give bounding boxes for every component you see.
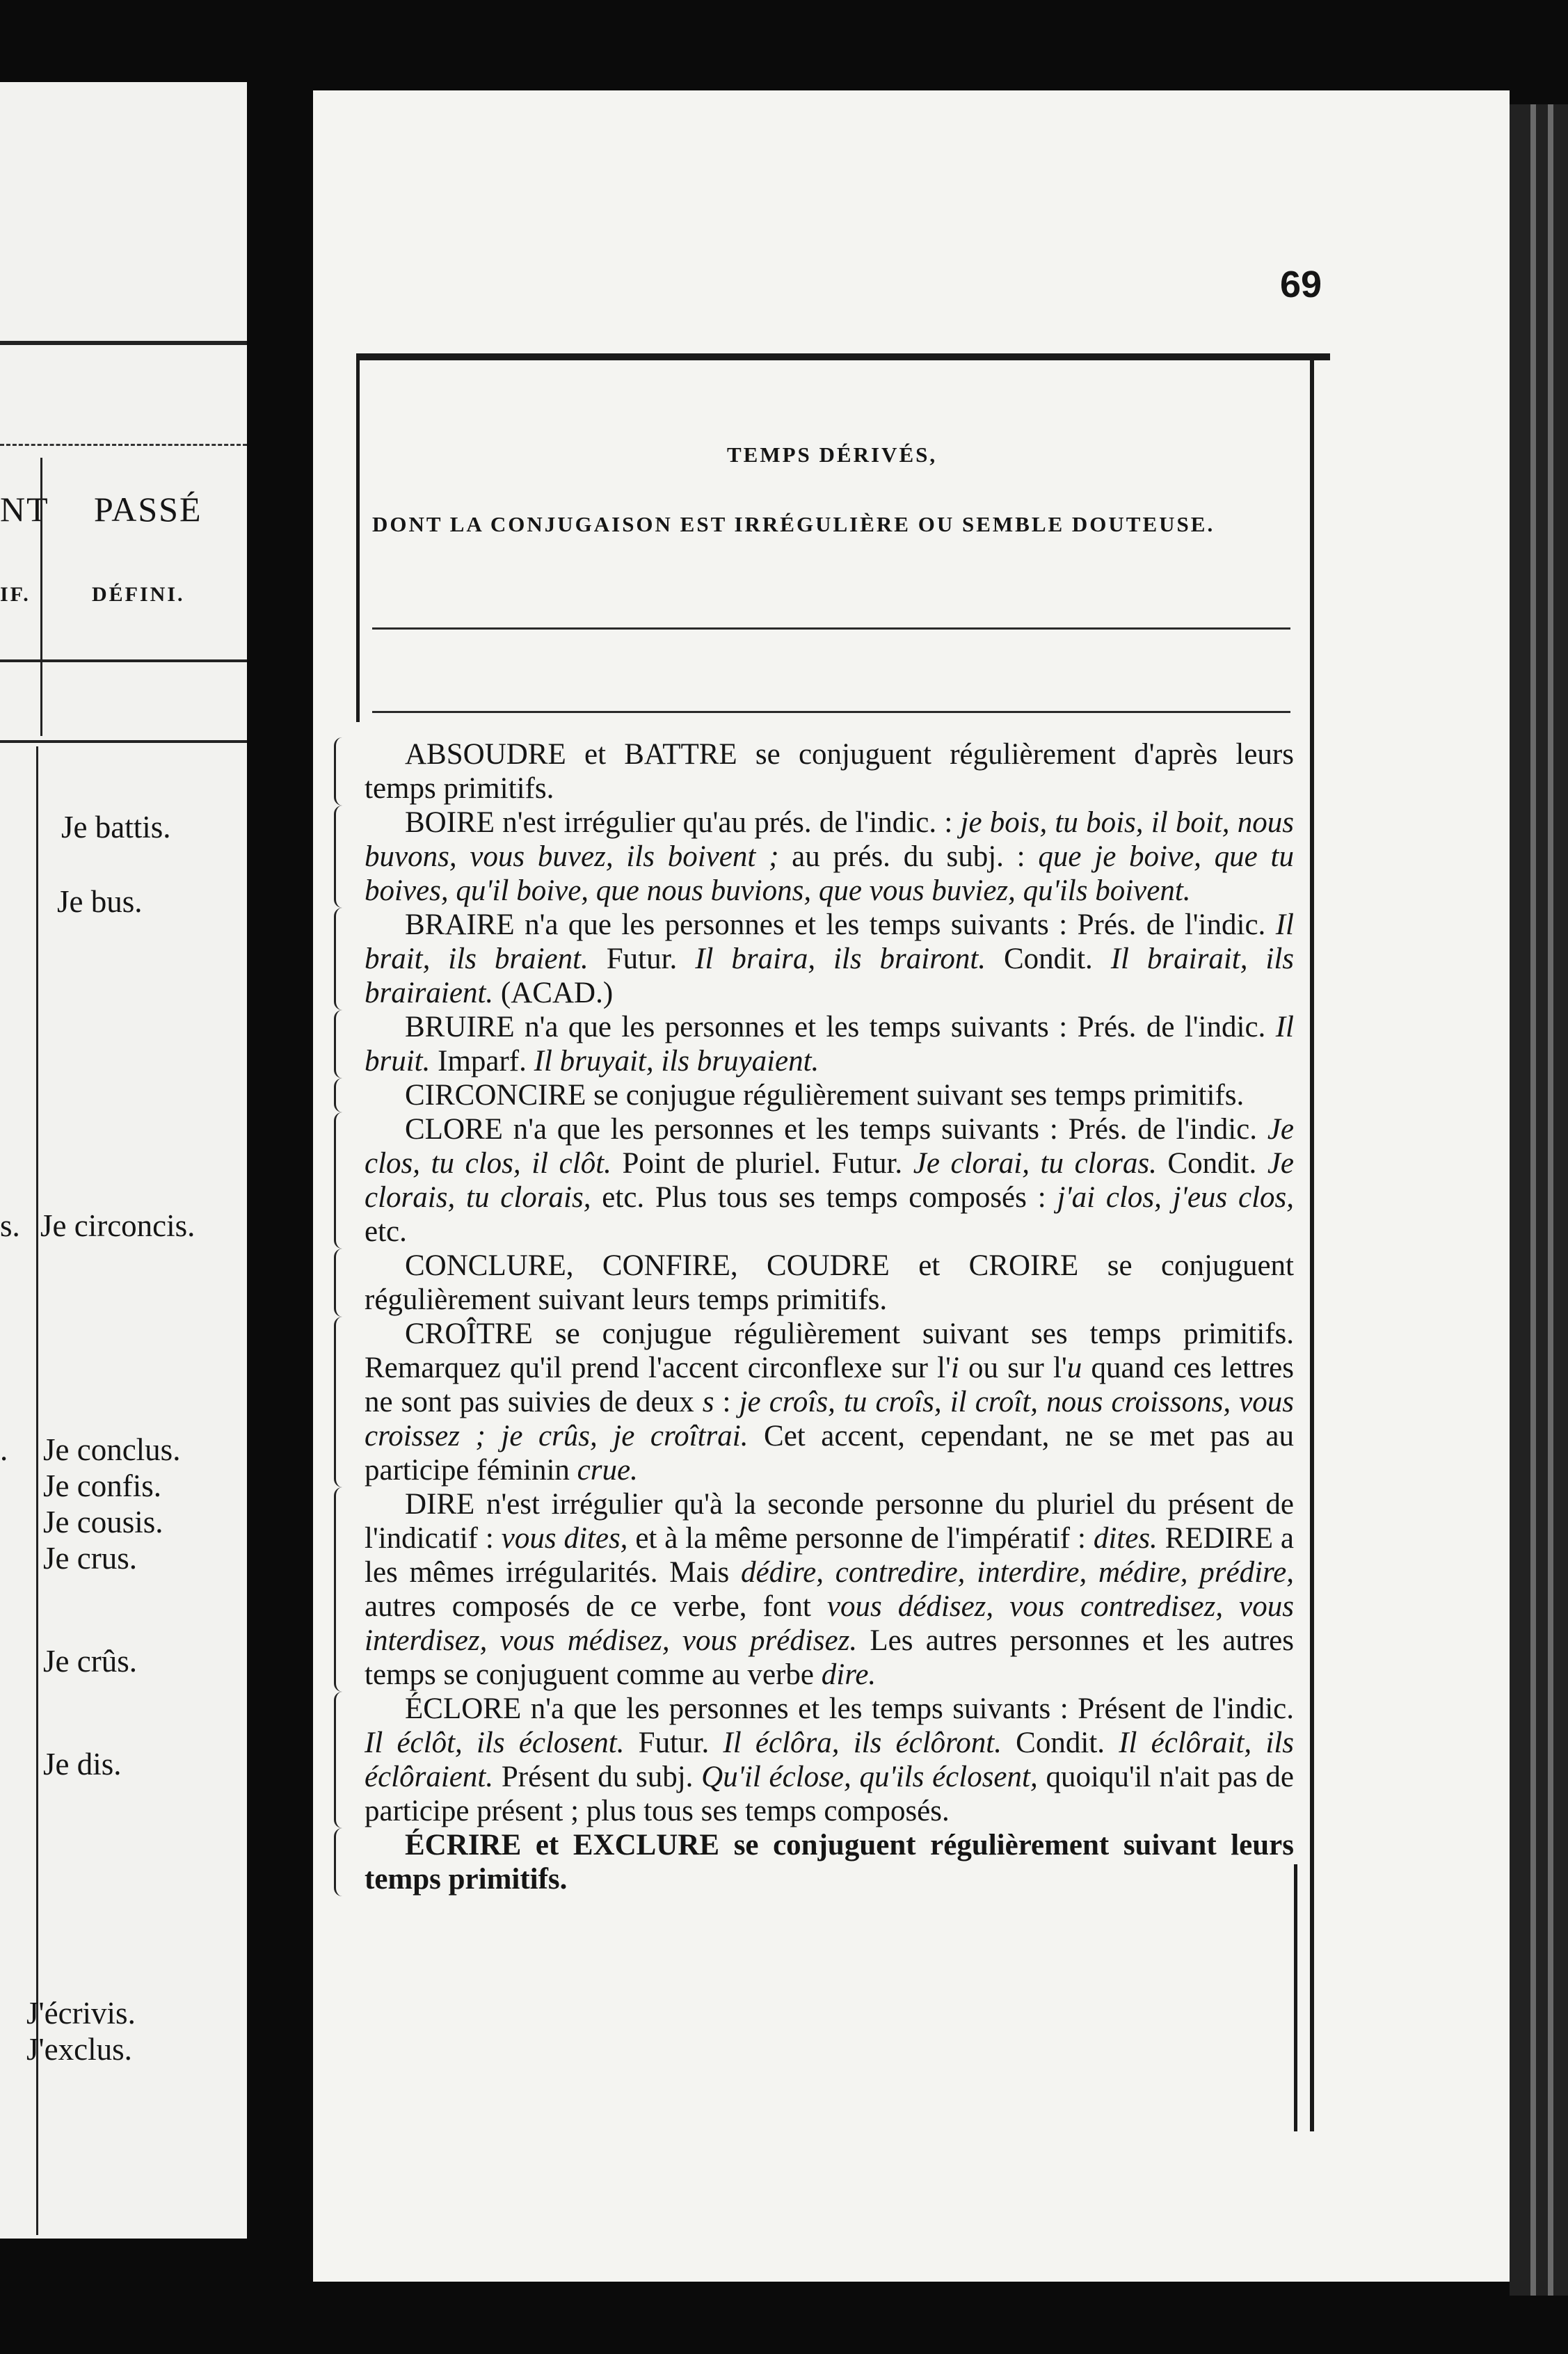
brace (334, 1112, 354, 1249)
brace (334, 908, 354, 1010)
entry-paragraph (365, 737, 1294, 806)
entry-eclore (362, 1692, 1294, 1828)
left-list-item: J'exclus. (26, 2032, 132, 2067)
left-rule (0, 659, 247, 662)
entry-text: Condit. (1156, 1147, 1267, 1180)
conjugation-example: vous dédisez, vous contredisez, vous interdisez, vous médisez, vous prédisez. (365, 1590, 1294, 1657)
entry-text: quoiqu'il n'ait pas de participe présent ; plus tous ses temps composés. (365, 1761, 1294, 1827)
entry-text: n'est irrégulier qu'à la seconde personne du pluriel du présent de l'indicatif : (365, 1488, 1294, 1555)
left-list-item: Je crûs. (43, 1644, 137, 1679)
entry-text: se conjuguent régulièrement suivant leurs temps primitifs. (365, 1249, 1295, 1316)
conjugation-example: dites. (1093, 1522, 1158, 1555)
entry-clore (362, 1112, 1294, 1249)
letter-example: i (950, 1352, 959, 1384)
entries-text (362, 737, 1294, 1896)
entry-text (1158, 1522, 1165, 1555)
verb-name: REDIRE (1165, 1522, 1273, 1555)
entry-text: Présent du subj. (493, 1761, 702, 1793)
page-edge (1510, 104, 1568, 2296)
divider-line (372, 627, 1290, 630)
entry-text: se conjugue régulièrement suivant ses temps primitifs. Remarquez qu'il prend l'accent circonflexe sur l' (365, 1318, 1294, 1384)
entry-paragraph (365, 1078, 1294, 1112)
entry-paragraph (365, 1112, 1294, 1249)
entry-paragraph (365, 1010, 1294, 1078)
entry-text: n'a que les personnes et les temps suivants : Prés. de l'indic. (514, 1011, 1276, 1043)
entry-paragraph (365, 1692, 1294, 1828)
entry-dire (362, 1487, 1294, 1692)
entry-text: au prés. du subj. : (778, 840, 1039, 873)
left-row-fragment: s. (0, 1208, 20, 1243)
conjugation-example: Il brairait, ils brairaient. (365, 943, 1295, 1009)
left-header-fragment: NT (0, 490, 49, 529)
entry-absoudre (362, 737, 1294, 806)
verb-name: CROIRE (968, 1249, 1079, 1282)
left-rule (0, 341, 247, 345)
divider-line (372, 711, 1290, 713)
entry-text: etc. Plus tous ses temps composés : (591, 1181, 1057, 1214)
conjugation-example: crue. (577, 1454, 638, 1487)
left-sub-fragment: IF. (0, 583, 31, 606)
entry-paragraph (365, 1828, 1294, 1896)
verb-name: EXCLURE (573, 1829, 720, 1861)
letter-example: s (702, 1386, 714, 1418)
verb-name: BRUIRE (405, 1011, 515, 1043)
left-rule (0, 444, 247, 446)
entry-text: Condit. (986, 943, 1111, 975)
conjugation-example: Je clorai, tu cloras. (913, 1147, 1157, 1180)
verb-name: BOIRE (405, 806, 495, 839)
frame-right-rule (1310, 360, 1314, 2131)
verb-name: BATTRE (624, 738, 737, 771)
brace (334, 737, 354, 806)
entry-text: : (714, 1386, 739, 1418)
brace (334, 806, 354, 908)
entry-text: etc. (365, 1215, 407, 1248)
entry-text: autres composés de ce verbe, font (365, 1590, 827, 1623)
section-subheading: DONT LA CONJUGAISON EST IRRÉGULIÈRE OU SEMBLE DOUTEUSE. (372, 512, 1215, 536)
entry-text: Futur. (588, 943, 696, 975)
letter-example: u (1066, 1352, 1082, 1384)
verb-name: CLORE (405, 1113, 503, 1146)
left-list-item: Je cousis. (43, 1505, 163, 1539)
brace (334, 1010, 354, 1078)
conjugation-example: Il éclôra, ils éclôront. (723, 1727, 1002, 1759)
left-row-fragment: . (0, 1432, 8, 1467)
conjugation-example: je croîs, tu croîs, il croît, nous croissons, vous croissez ; je crûs, je croîtrai. (365, 1386, 1294, 1452)
entry-text: quand ces lettres ne sont pas suivies de deux (365, 1352, 1295, 1418)
conjugation-example: Il éclôt, ils éclosent. (365, 1727, 625, 1759)
entry-braire (362, 908, 1294, 1010)
entry-text: Condit. (1001, 1727, 1119, 1759)
entry-paragraph (365, 1249, 1294, 1317)
entry-text: n'a que les personnes et les temps suivants : Prés. de l'indic. (502, 1113, 1267, 1146)
left-list-item: J'écrivis. (26, 1996, 136, 2031)
brace (334, 1692, 354, 1828)
brace (334, 1487, 354, 1692)
left-rule (0, 740, 247, 743)
conjugation-example: que je boive, que tu boives, qu'il boive, que nous buvions, que vous buviez, qu'ils boivent. (365, 840, 1294, 907)
conjugation-example: j'ai clos, j'eus clos, (1057, 1181, 1295, 1214)
left-list-item: Je conclus. (43, 1432, 181, 1467)
brace (334, 1828, 354, 1896)
entry-text: n'est irrégulier qu'au prés. de l'indic. : (495, 806, 961, 839)
left-header-passe: PASSÉ (94, 490, 202, 529)
entry-text: se conjuguent régulièrement d'après leurs temps primitifs. (365, 738, 1294, 805)
brace (334, 1249, 354, 1317)
entry-text: Cet accent, cependant, ne se met pas au participe féminin (365, 1420, 1294, 1487)
brace (334, 1317, 354, 1487)
verb-name: CIRCONCIRE (405, 1079, 586, 1112)
conjugation-example: Il éclôrait, ils éclôraient. (365, 1727, 1295, 1793)
conjugation-example: Qu'il éclose, qu'ils éclosent, (701, 1761, 1038, 1793)
left-list-item: Je circoncis. (40, 1208, 195, 1243)
entry-text: se conjugue régulièrement suivant ses temps primitifs. (586, 1079, 1245, 1112)
entry-text: , (566, 1249, 602, 1282)
entry-circoncire (362, 1078, 1294, 1112)
entry-text: et (566, 738, 625, 771)
entry-text: n'a que les personnes et les temps suivants : Présent de l'indic. (521, 1692, 1294, 1725)
conjugation-example: Je clos, tu clos, il clôt. (365, 1113, 1294, 1180)
conjugation-example: Il brait, ils braient. (365, 908, 1294, 975)
verb-name: CONCLURE (405, 1249, 566, 1282)
entry-text: et (889, 1249, 969, 1282)
conjugation-example: vous dites, (501, 1522, 628, 1555)
entry-text: et à la même personne de l'impératif : (627, 1522, 1094, 1555)
entry-conclure (362, 1249, 1294, 1317)
conjugation-example: Il bruyait, ils bruyaient. (534, 1045, 819, 1078)
entry-paragraph (365, 908, 1294, 1010)
entry-text: et (521, 1829, 573, 1861)
conjugation-example: Il braira, ils brairont. (695, 943, 986, 975)
entry-text: n'a que les personnes et les temps suivants : Prés. de l'indic. (514, 908, 1276, 941)
entry-croitre (362, 1317, 1294, 1487)
entry-ecrire (362, 1828, 1294, 1896)
conjugation-example: Je clorais, tu clorais, (365, 1147, 1294, 1214)
conjugation-example: je bois, tu bois, il boit, nous buvons, vous buvez, ils boivent ; (365, 806, 1294, 873)
entry-boire (362, 806, 1294, 908)
entry-text: Les autres personnes et les autres temps se conjuguent comme au verbe (365, 1624, 1294, 1691)
entry-text: (ACAD.) (493, 977, 614, 1009)
page-edge-line (1548, 104, 1553, 2296)
verb-name: CROÎTRE (405, 1318, 533, 1350)
entry-bruire (362, 1010, 1294, 1078)
left-list-item: Je bus. (57, 884, 143, 919)
frame-top-rule (356, 353, 1330, 360)
left-list-item: Je crus. (43, 1541, 137, 1576)
left-sub-defini: DÉFINI. (92, 583, 185, 606)
entry-paragraph (365, 806, 1294, 908)
entry-text: se conjuguent régulièrement suivant leurs temps primitifs. (365, 1829, 1295, 1896)
entry-text: Point de pluriel. Futur. (611, 1147, 913, 1180)
verb-name: ÉCRIRE (405, 1829, 522, 1861)
frame-right-rule (1294, 1864, 1297, 2131)
verb-name: ÉCLORE (405, 1692, 522, 1725)
left-column-line (40, 458, 42, 736)
page-edge-line (1530, 104, 1536, 2296)
conjugation-example: Il bruit. (365, 1011, 1294, 1078)
verb-name: BRAIRE (405, 908, 515, 941)
entry-text: ou sur l' (959, 1352, 1067, 1384)
conjugation-example: dédire, contredire, interdire, médire, prédire, (741, 1556, 1294, 1589)
left-list-item: Je dis. (43, 1747, 122, 1781)
verb-name: COUDRE (767, 1249, 890, 1282)
brace (334, 1078, 354, 1112)
entry-text: , (730, 1249, 767, 1282)
conjugation-example: dire. (821, 1658, 877, 1691)
verb-name: DIRE (405, 1488, 475, 1521)
page-number: 69 (1280, 264, 1322, 305)
section-heading: TEMPS DÉRIVÉS, (727, 442, 938, 467)
entry-text: a les mêmes irrégularités. Mais (365, 1522, 1294, 1589)
entry-text: Imparf. (430, 1045, 534, 1078)
left-list-item: Je confis. (43, 1468, 161, 1503)
frame-left-rule (356, 360, 360, 722)
entry-paragraph (365, 1487, 1294, 1692)
left-page (0, 82, 247, 2239)
left-list-item: Je battis. (61, 810, 171, 844)
book-gutter (247, 82, 313, 2273)
verb-name: CONFIRE (602, 1249, 730, 1282)
entry-text: Futur. (624, 1727, 723, 1759)
entry-paragraph (365, 1317, 1294, 1487)
verb-name: ABSOUDRE (405, 738, 566, 771)
